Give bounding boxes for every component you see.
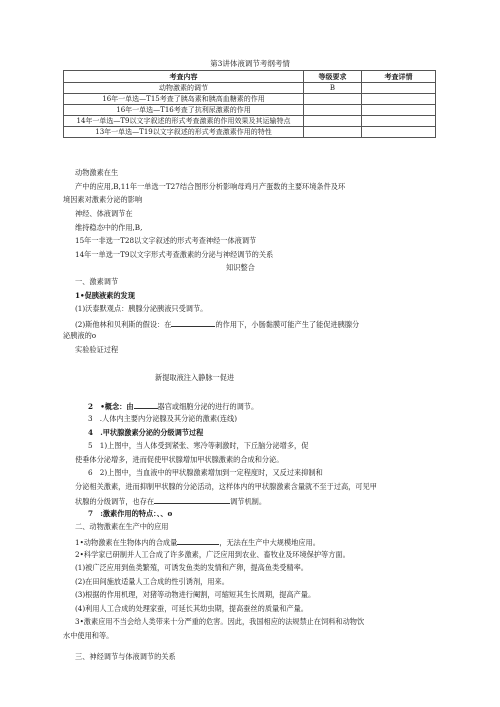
table-header: 考查详情 — [362, 71, 436, 83]
text-line: 14年一单选一T9以文字形式考查激素的分泌与神经调节的关系 — [75, 250, 274, 259]
text-line: 泌胰液的o — [63, 331, 97, 340]
table-cell — [304, 105, 362, 116]
text-segment: 2 •概念：由 — [88, 402, 134, 411]
section-heading: 一、激素调节 — [75, 277, 119, 286]
text-line — [75, 495, 266, 507]
table-header: 等级要求 — [304, 71, 362, 83]
text-line: 15年一非选一T28以文字叙述的形式考查神经一体液调节 — [75, 236, 257, 245]
text-segment: 的作用下，小肠黏膜可能产生了能促进胰腺分 — [215, 320, 360, 329]
table-cell — [362, 94, 436, 105]
text-line: 神经、体液调节在 — [75, 209, 133, 218]
table-cell — [362, 116, 436, 127]
table-header-row — [64, 71, 436, 83]
text-line: 维持稳态中的作用,B, — [75, 223, 143, 232]
table-cell: 动物激素的调节 — [64, 83, 304, 94]
text-line: 水中使用和等。 — [63, 631, 114, 640]
text-line: 使垂体分泌增多，进而促使甲状腺增加甲状腺激素的合成和分泌。 — [75, 455, 284, 464]
table-cell: B — [304, 83, 362, 94]
text-line: 5 1)上图中，当人体受到紧张、寒冷等刺激时，下丘脑分泌增多，促 — [88, 441, 309, 450]
text-line: 2•科学家已研制并人工合成了许多激素，广泛应用到农业、畜牧业及环境保护等方面。 — [75, 550, 350, 559]
table-row — [64, 127, 436, 138]
fill-blank — [171, 318, 215, 327]
text-line: 3•激素应用不当会给人类带来十分严重的危害。因此，我国相应的法规禁止在饲料和动物饮 — [75, 617, 365, 626]
table-cell: 16年一单选—T15考查了胰岛素和胰高血糖素的作用 — [64, 94, 304, 105]
text-line: 7 :激素作用的特点：、、o — [88, 509, 173, 518]
text-line: 实验验证过程 — [75, 345, 119, 354]
text-segment: ，无法在生产中大规模地应用。 — [219, 538, 320, 547]
text-segment: 1•动物激素在生物体内的合成量 — [75, 538, 178, 547]
section-heading: 二、动物激素在生产中的应用 — [75, 522, 169, 531]
text-line: 动物激素在生 — [75, 168, 119, 177]
text-line: (2)在田间施放适量人工合成的性引诱剂，用来。 — [75, 577, 229, 586]
table-cell — [304, 116, 362, 127]
text-segment: 调节机制。 — [230, 497, 267, 506]
table-cell — [362, 83, 436, 94]
text-line: 产中的应用,B,11年一单选一T27结合图形分析影响母鸡月产蛋数的主要环境条件及环 — [75, 182, 346, 191]
text-line: 3 .人体内主要内分泌腺及其分泌的激素(连线) — [88, 414, 238, 423]
fill-blank — [134, 400, 158, 409]
text-line: (3)根据的作用机理，对猪等动物进行阉割，可缩短其生长周期，提高产量。 — [75, 590, 316, 599]
text-line: (1)被广泛应用到鱼类繁殖，可诱发鱼类的发情和产卵，提高鱼类受精率。 — [75, 563, 308, 572]
text-line — [75, 318, 359, 330]
table-cell — [304, 127, 362, 138]
fill-blank — [154, 495, 230, 504]
text-line: 境因素对激素分泌的影响 — [63, 195, 143, 204]
table-header: 考查内容 — [64, 71, 304, 83]
text-segment: 状腺的分级调节，也存在 — [75, 497, 155, 506]
table-cell: 16年一单选—T16考查了抗利尿激素的作用 — [64, 105, 304, 116]
section-heading: 知识整合 — [226, 263, 255, 272]
table-row — [64, 83, 436, 94]
text-segment: (2)斯他林和贝利斯的假设：在 — [75, 320, 172, 329]
text-line: 4 .甲状腺激素分泌的分级调节过程 — [88, 428, 204, 437]
text-segment: 器官或细胞分泌的进行的调节。 — [157, 402, 259, 411]
text-line: (1)沃泰默观点：胰腺分泌胰液只受调节。 — [75, 304, 208, 313]
table-cell: 13年一单选—T19以文字叙述的形式考查激素作用的特性 — [64, 127, 304, 138]
text-line — [75, 536, 320, 548]
diagram-label: 新提取液注入静脉一促进 — [155, 373, 235, 382]
table-cell — [362, 105, 436, 116]
page-title: 第3讲体液调节考纲考情 — [210, 59, 290, 68]
requirements-table — [63, 70, 436, 138]
table-row — [64, 105, 436, 116]
section-heading: 三、神经调节与体液调节的关系 — [75, 652, 176, 661]
table-row — [64, 94, 436, 105]
text-line — [88, 400, 258, 412]
subheading: 1•促胰液素的发现 — [75, 291, 135, 300]
fill-blank — [177, 536, 219, 545]
table-row — [64, 116, 436, 127]
table-cell: 14年一单选—T9以文字叙述的形式考查激素的作用效果及其运输特点 — [64, 116, 304, 127]
table-cell — [304, 94, 362, 105]
table-cell — [362, 127, 436, 138]
text-line: (4)利用人工合成的处理家蚕，可延长其幼虫期，提高蚕丝的质量和产量。 — [75, 604, 308, 613]
text-line: 6 2)上图中，当血液中的甲状腺激素增加到一定程度时，又反过来抑制和 — [88, 468, 323, 477]
text-line: 分泌相关激素，进而抑制甲状腺的分泌活动，这样体内的甲状腺激素含量就不至于过高，可见甲 — [75, 482, 377, 491]
